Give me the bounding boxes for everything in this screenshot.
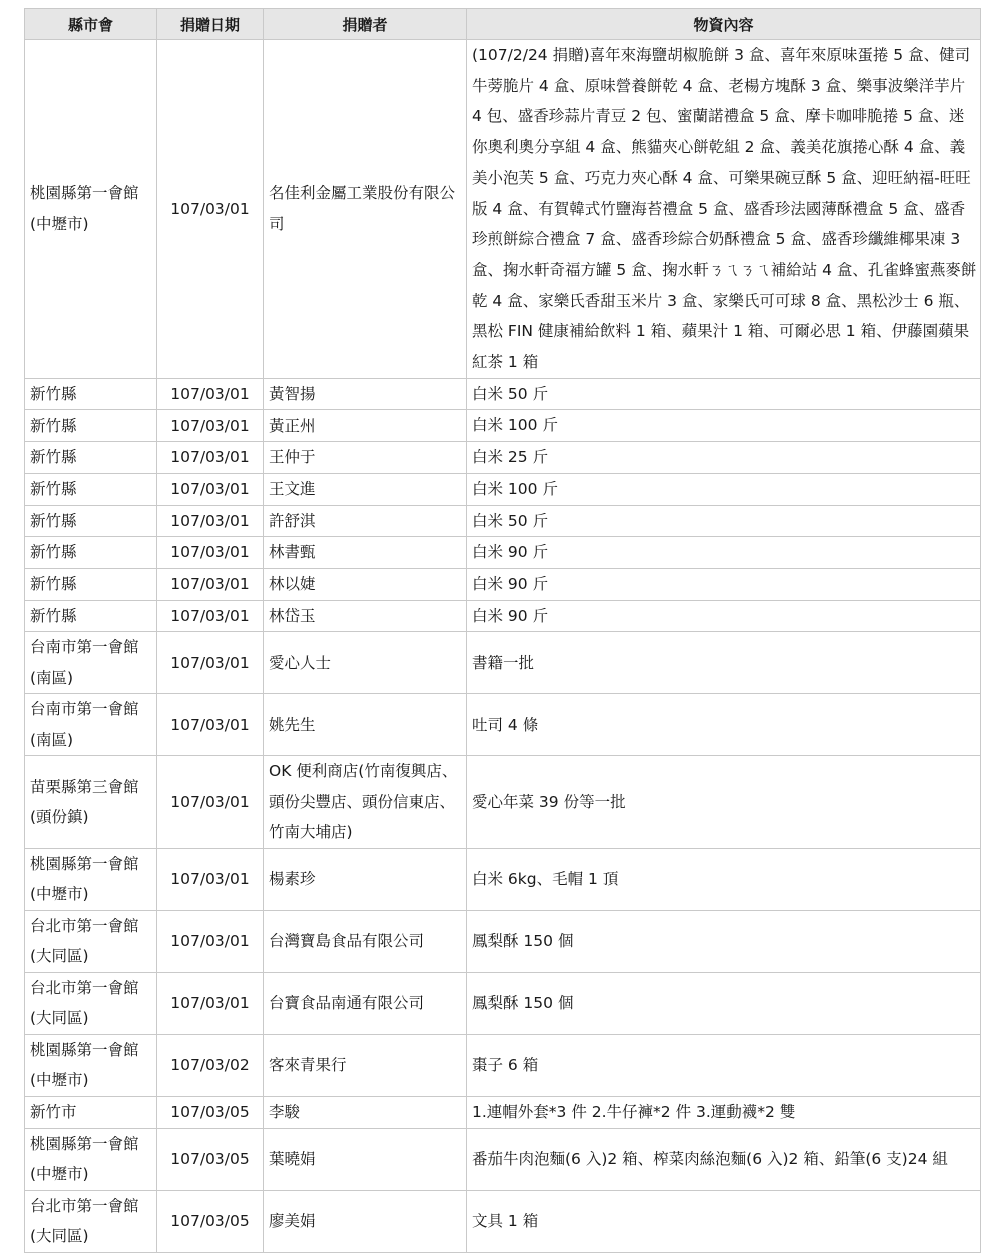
header-date: 捐贈日期 <box>157 9 264 40</box>
items-cell: 棗子 6 箱 <box>467 1034 981 1096</box>
branch-cell: 新竹縣 <box>25 410 157 442</box>
date-cell: 107/03/01 <box>157 632 264 694</box>
items-cell: 白米 50 斤 <box>467 505 981 537</box>
items-cell: 文具 1 箱 <box>467 1190 981 1252</box>
branch-cell: 桃園縣第一會館 (中壢市) <box>25 848 157 910</box>
header-donor: 捐贈者 <box>264 9 467 40</box>
table-row <box>25 537 981 569</box>
items-cell: 愛心年菜 39 份等一批 <box>467 756 981 849</box>
branch-cell: 台北市第一會館 (大同區) <box>25 1190 157 1252</box>
items-cell: 白米 90 斤 <box>467 537 981 569</box>
branch-cell: 台南市第一會館 (南區) <box>25 694 157 756</box>
table-row <box>25 568 981 600</box>
date-cell: 107/03/05 <box>157 1128 264 1190</box>
date-cell: 107/03/01 <box>157 537 264 569</box>
items-cell: 白米 100 斤 <box>467 473 981 505</box>
items-cell: 鳳梨酥 150 個 <box>467 972 981 1034</box>
donor-cell: OK 便利商店(竹南復興店、頭份尖豐店、頭份信東店、竹南大埔店) <box>264 756 467 849</box>
date-cell: 107/03/01 <box>157 848 264 910</box>
items-cell: 白米 6kg、毛帽 1 頂 <box>467 848 981 910</box>
branch-cell: 桃園縣第一會館 (中壢市) <box>25 1034 157 1096</box>
table-row <box>25 600 981 632</box>
donor-cell: 許舒淇 <box>264 505 467 537</box>
date-cell: 107/03/02 <box>157 1034 264 1096</box>
donation-table <box>24 8 981 1253</box>
table-row <box>25 972 981 1034</box>
branch-cell: 新竹縣 <box>25 473 157 505</box>
items-cell: 白米 50 斤 <box>467 378 981 410</box>
items-cell: 白米 25 斤 <box>467 442 981 474</box>
header-row <box>25 9 981 40</box>
branch-cell: 苗栗縣第三會館 (頭份鎮) <box>25 756 157 849</box>
table-row <box>25 848 981 910</box>
date-cell: 107/03/01 <box>157 473 264 505</box>
branch-cell: 台南市第一會館 (南區) <box>25 632 157 694</box>
table-row <box>25 410 981 442</box>
date-cell: 107/03/01 <box>157 756 264 849</box>
date-cell: 107/03/01 <box>157 600 264 632</box>
donor-cell: 林書甄 <box>264 537 467 569</box>
donor-cell: 黃正州 <box>264 410 467 442</box>
donor-cell: 王仲于 <box>264 442 467 474</box>
donor-cell: 楊素珍 <box>264 848 467 910</box>
date-cell: 107/03/01 <box>157 972 264 1034</box>
date-cell: 107/03/01 <box>157 442 264 474</box>
items-cell: 白米 100 斤 <box>467 410 981 442</box>
items-cell: 1.連帽外套*3 件 2.牛仔褲*2 件 3.運動襪*2 雙 <box>467 1096 981 1128</box>
date-cell: 107/03/01 <box>157 568 264 600</box>
branch-cell: 新竹縣 <box>25 568 157 600</box>
table-row <box>25 910 981 972</box>
items-cell: 吐司 4 條 <box>467 694 981 756</box>
table-row <box>25 473 981 505</box>
date-cell: 107/03/01 <box>157 505 264 537</box>
table-row <box>25 40 981 379</box>
donor-cell: 王文進 <box>264 473 467 505</box>
items-cell: 鳳梨酥 150 個 <box>467 910 981 972</box>
items-cell: 白米 90 斤 <box>467 568 981 600</box>
donor-cell: 李駿 <box>264 1096 467 1128</box>
donor-cell: 客來青果行 <box>264 1034 467 1096</box>
branch-cell: 桃園縣第一會館 (中壢市) <box>25 40 157 379</box>
date-cell: 107/03/01 <box>157 378 264 410</box>
branch-cell: 新竹縣 <box>25 537 157 569</box>
date-cell: 107/03/01 <box>157 694 264 756</box>
branch-cell: 新竹縣 <box>25 505 157 537</box>
donor-cell: 廖美娟 <box>264 1190 467 1252</box>
branch-cell: 新竹縣 <box>25 442 157 474</box>
donor-cell: 林岱玉 <box>264 600 467 632</box>
branch-cell: 新竹縣 <box>25 600 157 632</box>
items-cell: (107/2/24 捐贈)喜年來海鹽胡椒脆餅 3 盒、喜年來原味蛋捲 5 盒、健司牛蒡脆片 4 盒、原味營養餅乾 4 盒、老楊方塊酥 3 盒、樂事波樂洋芋片 4 包、盛香珍蒜片青豆 2 包、蜜蘭諾禮盒 5 盒、摩卡咖啡脆捲 5 盒、迷你奧利奧分享組 4 盒、熊貓夾心餅乾組 2 盒、義美花旗捲心酥 4 盒、義美小泡芙 5 盒、巧克力夾心酥 4 盒、可樂果碗豆酥 5 盒、迎旺納福-旺旺版 4 盒、有賀韓式竹鹽海苔禮盒 5 盒、盛香珍法國薄酥禮盒 5 盒、盛香珍煎餅綜合禮盒 7 盒、盛香珍綜合奶酥禮盒 5 盒、盛香珍纖維椰果凍 3 盒、掬水軒奇福方罐 5 盒、掬水軒ㄋㄟㄋㄟ補給站 4 盒、孔雀蜂蜜燕麥餅乾 4 盒、家樂氏香甜玉米片 3 盒、家樂氏可可球 8 盒、黑松沙士 6 瓶、黑松 FIN 健康補給飲料 1 箱、蘋果汁 1 箱、可爾必思 1 箱、伊藤園蘋果紅茶 1 箱 <box>467 40 981 379</box>
donation-table-container <box>24 8 980 1253</box>
branch-cell: 新竹市 <box>25 1096 157 1128</box>
table-row <box>25 442 981 474</box>
donor-cell: 黃智揚 <box>264 378 467 410</box>
branch-cell: 新竹縣 <box>25 378 157 410</box>
items-cell: 番茄牛肉泡麵(6 入)2 箱、榨菜肉絲泡麵(6 入)2 箱、鉛筆(6 支)24 組 <box>467 1128 981 1190</box>
donor-cell: 名佳利金屬工業股份有限公司 <box>264 40 467 379</box>
donor-cell: 葉曉娟 <box>264 1128 467 1190</box>
table-row <box>25 1190 981 1252</box>
header-items: 物資內容 <box>467 9 981 40</box>
donor-cell: 台寶食品南通有限公司 <box>264 972 467 1034</box>
table-row <box>25 1128 981 1190</box>
date-cell: 107/03/05 <box>157 1190 264 1252</box>
table-row <box>25 1096 981 1128</box>
donor-cell: 姚先生 <box>264 694 467 756</box>
table-row <box>25 632 981 694</box>
date-cell: 107/03/01 <box>157 410 264 442</box>
table-row <box>25 694 981 756</box>
branch-cell: 台北市第一會館 (大同區) <box>25 910 157 972</box>
items-cell: 書籍一批 <box>467 632 981 694</box>
table-row <box>25 378 981 410</box>
date-cell: 107/03/01 <box>157 40 264 379</box>
date-cell: 107/03/05 <box>157 1096 264 1128</box>
branch-cell: 台北市第一會館 (大同區) <box>25 972 157 1034</box>
table-row <box>25 756 981 849</box>
table-row <box>25 1034 981 1096</box>
date-cell: 107/03/01 <box>157 910 264 972</box>
branch-cell: 桃園縣第一會館 (中壢市) <box>25 1128 157 1190</box>
donor-cell: 林以婕 <box>264 568 467 600</box>
header-branch: 縣市會 <box>25 9 157 40</box>
items-cell: 白米 90 斤 <box>467 600 981 632</box>
donor-cell: 台灣寶島食品有限公司 <box>264 910 467 972</box>
donor-cell: 愛心人士 <box>264 632 467 694</box>
table-row <box>25 505 981 537</box>
